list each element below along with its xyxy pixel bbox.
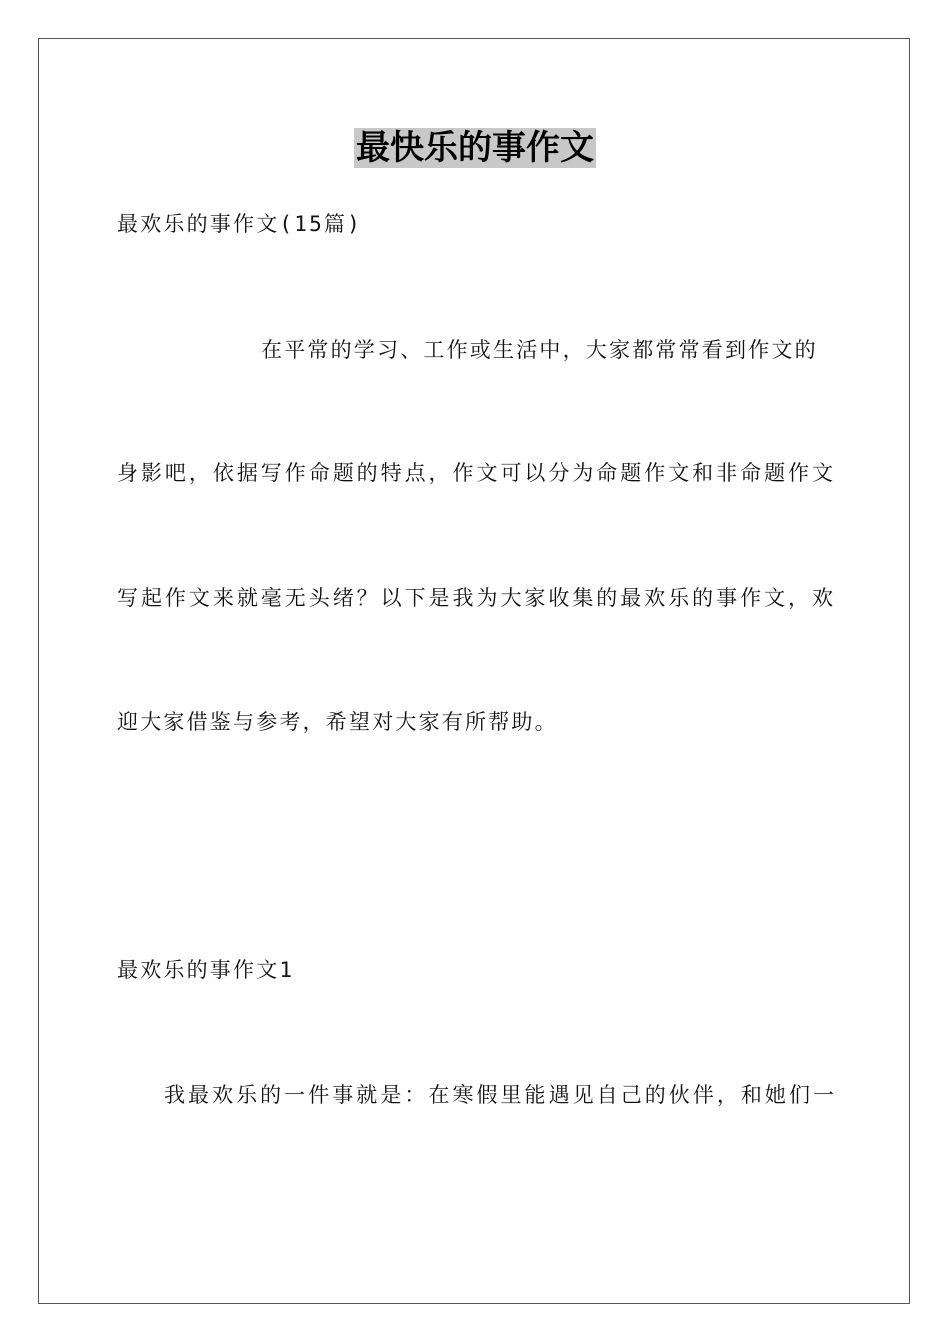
section-heading: 最欢乐的事作文1 [117,958,295,982]
document-title [0,126,950,170]
intro-line-2: 身影吧，依据写作命题的特点，作文可以分为命题作文和非命题作文 [117,461,833,485]
intro-line-1: 在平常的学习、工作或生活中，大家都常常看到作文的 [261,338,818,362]
section-paragraph-line-1: 我最欢乐的一件事就是：在寒假里能遇见自己的伙伴，和她们一 [164,1083,834,1107]
document-title-text: 最快乐的事作文 [356,128,594,168]
intro-line-3: 写起作文来就毫无头绪？以下是我为大家收集的最欢乐的事作文，欢 [117,586,833,610]
intro-line-4: 迎大家借鉴与参考，希望对大家有所帮助。 [117,710,558,734]
document-subtitle: 最欢乐的事作文(15篇) [117,212,362,236]
